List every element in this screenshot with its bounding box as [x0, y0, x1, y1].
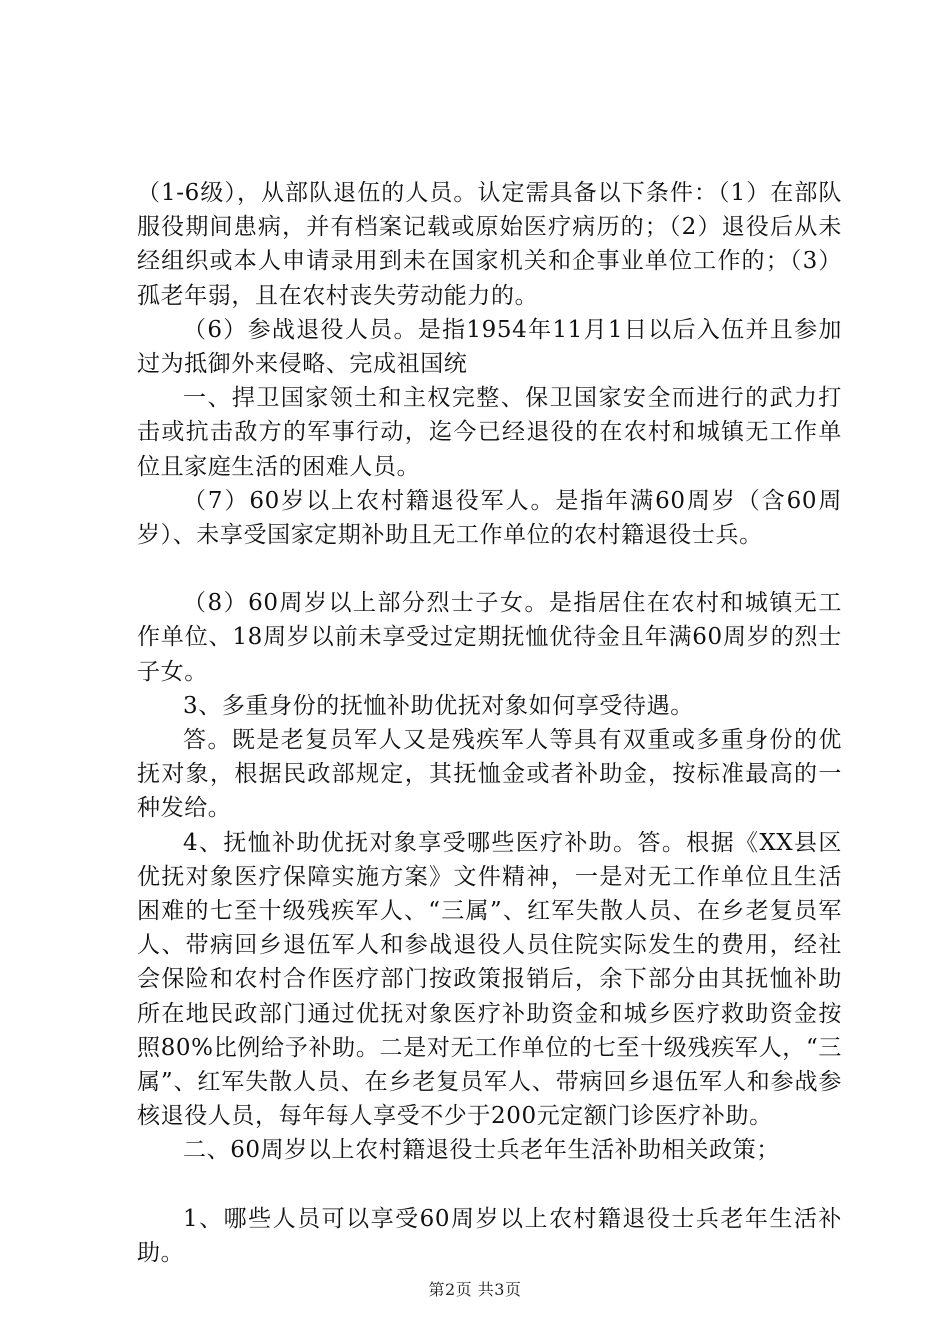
- paragraph-question-3: 3、多重身份的抚恤补助优抚对象如何享受待遇。: [183, 692, 694, 719]
- paragraph-question-1: 1、哪些人员可以享受60周岁以上农村籍退役士兵老年生活补助。: [137, 1205, 842, 1266]
- paragraph-section-one: 一、捍卫国家领土和主权完整、保卫国家安全而进行的武力打击或抗击敌方的军事行动，迄今已经退役的在农村和城镇无工作单位且家庭生活的困难人员。: [137, 385, 842, 480]
- paragraph-question-4: 4、抚恤补助优抚对象享受哪些医疗补助。答。根据《XX县区优抚对象医疗保障实施方案》文件精神，一是对无工作单位且生活困难的七至十级残疾军人、“三属”、红军失散人员、在乡老复员军人、带病回乡退伍军人和参战退役人员住院实际发生的费用，经社会保险和农村合作医疗部门按政策报销后，余下部分由其抚恤补助所在地民政部门通过优抚对象医疗补助资金和城乡医疗救助资金按照80%比例给予补助。二是对无工作单位的七至十级残疾军人，“三属”、红军失散人员、在乡老复员军人、带病回乡退伍军人和参战参核退役人员，每年每人享受不少于200元定额门诊医疗补助。: [137, 829, 842, 1130]
- paragraph-answer-3: 答。既是老复员军人又是残疾军人等具有双重或多重身份的优抚对象，根据民政部规定，其抚恤金或者补助金，按标准最高的一种发给。: [137, 727, 842, 822]
- paragraph-continuation: （1-6级），从部队退伍的人员。认定需具备以下条件：（1）在部队服役期间患病，并有档案记载或原始医疗病历的；（2）退役后从未经组织或本人申请录用到未在国家机关和企事业单位工作的；（3）孤老年弱，且在农村丧失劳动能力的。: [137, 180, 842, 309]
- paragraph-section-two: 二、60周岁以上农村籍退役士兵老年生活补助相关政策；: [183, 1137, 780, 1164]
- paragraph-item-7: （7）60岁以上农村籍退役军人。是指年满60周岁（含60周岁）、未享受国家定期补助且无工作单位的农村籍退役士兵。: [137, 487, 842, 549]
- paragraph-item-6: （6）参战退役人员。是指1954年11月1日以后入伍并且参加过为抵御外来侵略、完成祖国统: [137, 316, 842, 378]
- paragraph-item-8: （8）60周岁以上部分烈士子女。是指居住在农村和城镇无工作单位、18周岁以前未享受过定期抚恤优待金且年满60周岁的烈士子女。: [137, 590, 842, 685]
- page-number-footer: 第2页 共3页: [428, 1280, 522, 1299]
- document-body: [137, 176, 842, 1270]
